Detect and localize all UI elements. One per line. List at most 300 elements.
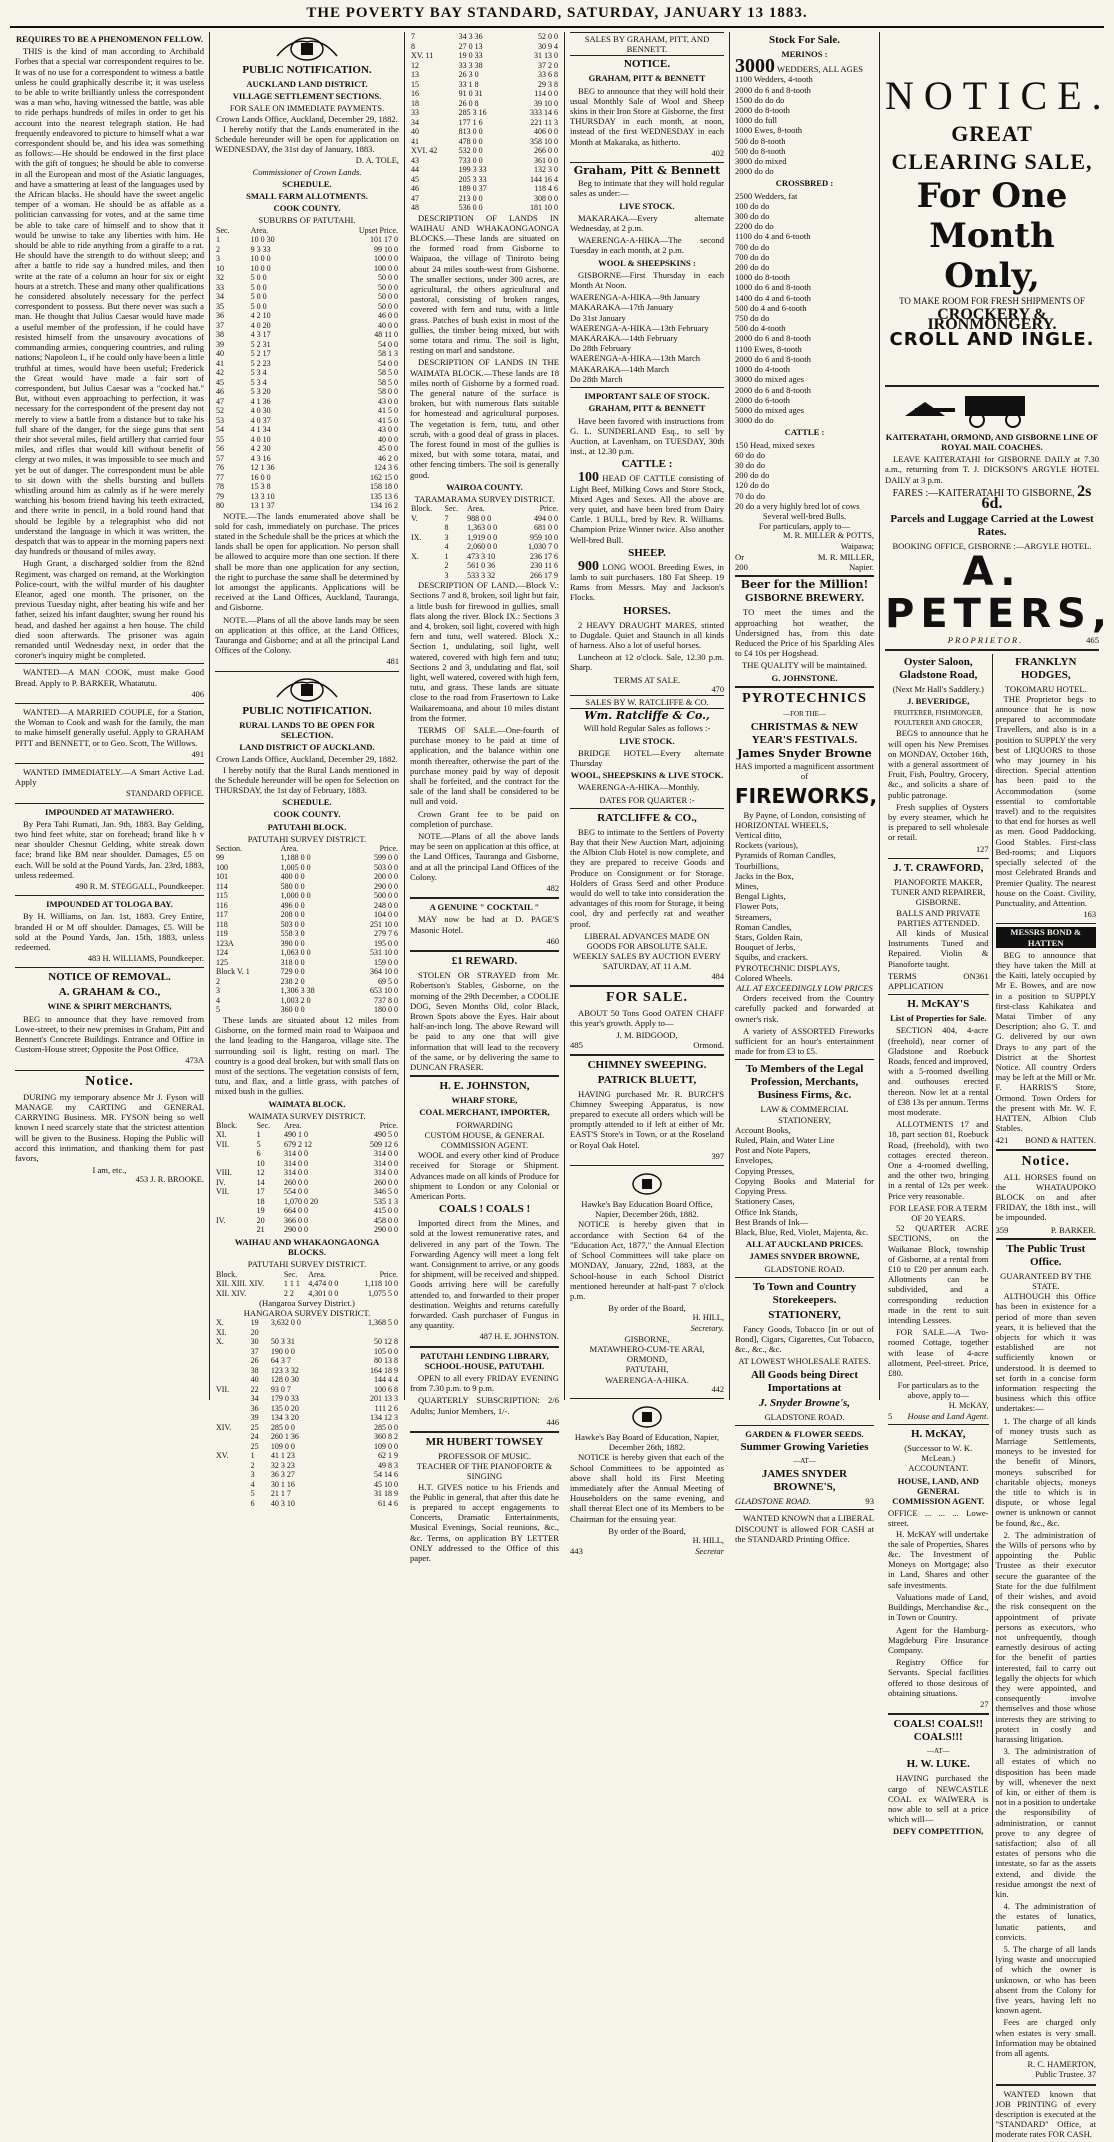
- table-cell: 500 0 0: [374, 891, 398, 901]
- table-row: [215, 1140, 399, 1150]
- wholesale-rates: AT LOWEST WHOLESALE RATES.: [738, 1356, 871, 1367]
- table-cell: 36: [216, 311, 224, 321]
- bond-hatten-footer: [996, 1135, 1097, 1145]
- sale-date-item: WAERENGA-A-HIKA—13th March: [570, 353, 701, 364]
- table-cell: 5 0 0: [250, 301, 267, 311]
- horses-body: 2 HEAVY DRAUGHT MARES, stinted to Dugdale. Quiet and Staunch in all kinds of harness. Also a lot of useful horses.: [570, 619, 724, 650]
- table-row: [215, 1159, 399, 1169]
- discount-notice: WANTED KNOWN that a LIBERAL DISCOUNT is allowed FOR CASH at the STANDARD Printing Office.: [735, 1513, 874, 1544]
- table-row: [215, 387, 399, 397]
- dates-line: DATES FOR QUARTER :-: [599, 794, 695, 805]
- table-cell: 22: [250, 1384, 259, 1394]
- table-cell: 2: [216, 976, 220, 986]
- table-cell: [215, 1404, 250, 1414]
- properties-heading: List of Properties for Sale.: [890, 1013, 987, 1024]
- job-printing-notice: WANTED known that JOB PRINTING of every description is executed at the "STANDARD" Office, at moderate rates FOR CASH.: [995, 2088, 1096, 2140]
- table-cell: 458 0 0: [374, 1215, 398, 1225]
- table-row: [215, 958, 399, 968]
- table-cell: IV.: [216, 1215, 226, 1225]
- table-cell: 180 0 0: [374, 1005, 398, 1015]
- merinos-list: [735, 74, 874, 176]
- clearing-sale-ad: [885, 72, 1112, 350]
- ad-signature: STANDARD OFFICE.: [126, 789, 204, 799]
- removal-body: BEG to announce that they have removed from Lowe-street, to their new premises in Graham, Pitt and Bennett's Concrete Buildings. Entrance and Office in Custom-House street; Opposite the Post Office.: [15, 1013, 204, 1055]
- table-cell: 31 13 0: [534, 51, 558, 60]
- sales-heading: SALES BY GRAHAM, PITT, AND BENNETT.: [570, 32, 724, 56]
- table-cell: 42: [216, 368, 224, 378]
- table-cell: XI.: [216, 1327, 227, 1337]
- table-cell: [215, 1149, 256, 1159]
- trust-heading: The Public Trust Office.: [1006, 1242, 1086, 1268]
- table-cell: IX.: [411, 532, 422, 542]
- clearing-sale-heading: GREAT CLEARING SALE,: [891, 121, 1093, 174]
- table-cell: 4 2 10: [250, 311, 271, 321]
- bulls-line: Several well-bred Bulls.: [762, 510, 847, 521]
- table-row: [215, 1423, 399, 1433]
- trust-item: 1. The charge of all kinds of money trusts such as Marriage Settlements, moneys to be invested for the benefit of Minors, moneys subscribed for charitable objects, moneys the title to which is in dispute, or whose legal owner is unknown or cannot be found, &c., &c.: [995, 1415, 1096, 1528]
- notice-title: NOTICE.: [623, 58, 671, 71]
- table-cell: 1,188 0 0: [280, 853, 311, 863]
- divider: [570, 1054, 724, 1056]
- library-body: OPEN to all every FRIDAY EVENING from 7.30 p.m. to 9 p.m.: [410, 1373, 559, 1394]
- table-cell: 2: [250, 1460, 255, 1470]
- county-heading: WAIROA COUNTY.: [446, 481, 523, 492]
- table-row: [410, 552, 559, 562]
- ad-number: 470: [711, 684, 724, 694]
- table-cell: 5: [216, 1005, 220, 1015]
- coat-of-arms-icon: [215, 675, 399, 703]
- table-cell: 52 0 0: [538, 32, 558, 41]
- ad-number: 361: [975, 970, 989, 981]
- table-cell: 117: [216, 910, 228, 920]
- table-row: [215, 378, 399, 388]
- trustee-title: [996, 2070, 1097, 2080]
- sale-date-item: WAERENGA-A-HIKA—9th January: [570, 292, 701, 303]
- subcolumn-right: [993, 654, 1100, 2142]
- table-cell: 18: [256, 1196, 265, 1206]
- table-cell: 104 0 0: [374, 910, 398, 920]
- table-row: [410, 61, 559, 71]
- table-row: [215, 1489, 399, 1499]
- property-allotments: ALLOTMENTS 17 and 18, part section 81, Roebuck Road, (freehold), with two cottages erected thereon. One a 4-roomed dwelling, and the other two, bringing in a rental of 12s per week. Price very reasonable.: [888, 1119, 989, 1201]
- table-cell: 279 7 6: [374, 929, 398, 939]
- table-row: [410, 184, 559, 194]
- table-cell: 50 12 8: [374, 1337, 398, 1347]
- table-row: [215, 482, 399, 492]
- table-cell: 135 0 20: [270, 1403, 299, 1413]
- table-header: Upset Price.: [358, 225, 398, 235]
- table-cell: 733 0 0: [458, 155, 483, 165]
- ad-number: 443: [570, 1546, 583, 1557]
- festivals-heading: CHRISTMAS & NEW YEAR'S FESTIVALS.: [750, 720, 859, 746]
- firm-intro: Beg to intimate that they will hold regular sales as under:—: [570, 178, 724, 199]
- fireworks-item: Roman Candles,: [735, 921, 792, 932]
- trustee-name: R. C. HAMERTON,: [1027, 2060, 1096, 2070]
- ad-number: 402: [711, 148, 724, 158]
- block-heading: PATUTAHI BLOCK.: [267, 821, 347, 832]
- coat-of-arms-icon: [570, 1402, 724, 1430]
- table-cell: 5 0 0: [250, 292, 267, 302]
- divider: [15, 967, 204, 968]
- table-cell: 361 0 0: [534, 155, 558, 165]
- towsey-teacher: TEACHER OF THE PIANOFORTE & SINGING: [416, 1461, 553, 1482]
- article-body-2: Hugh Grant, a discharged soldier from the 82nd Regiment, was charged on remand, at the Workington Police-court, with the wilful murder of his daughter Eleanor, aged one month. The prisoner, on the previous Tuesday night, after beating his wife and her father, seized his infant daughter, swung her round his head, and dashed her against a hen house. The child died soon afterwards. The prisoner was again remanded until Wednesday next, in order that the coroner's inquiry might be completed.: [15, 558, 204, 661]
- table-cell: X.: [411, 551, 419, 561]
- table-cell: 561 0 36: [467, 561, 496, 571]
- table-row: [215, 977, 399, 987]
- table-cell: [215, 1356, 250, 1366]
- table-cell: 4: [250, 1479, 255, 1489]
- table-cell: 43 0 0: [378, 425, 398, 435]
- table-row: [410, 533, 559, 543]
- table-cell: 93 0 7: [270, 1384, 291, 1394]
- table-cell: 664 0 0: [283, 1206, 308, 1216]
- table-cell: IV.: [216, 1177, 226, 1187]
- stationery-item: Account Books,: [735, 1124, 791, 1135]
- ad-number: 465: [1086, 635, 1099, 646]
- or-label: Or: [735, 551, 745, 562]
- coach-icon: [885, 390, 1099, 430]
- divider: [15, 763, 204, 764]
- rural-heading: RURAL LANDS TO BE OPEN FOR SELECTION.: [239, 719, 375, 740]
- table-row: [410, 108, 559, 118]
- table-cell: 2: [444, 561, 449, 571]
- property-section: SECTION 404, 4-acre (freehold), near corner of Gladstone and Roebuck Roads, fenced and improved, with a 5-roomed dwelling and outhouses erected thereon. Now let at a rental of £38 13s per annum. Terms most moderate.: [888, 1025, 989, 1117]
- table-cell: 43 0 0: [378, 396, 398, 406]
- cottage-body: FOR SALE.—A Two-roomed Cottage, together with lease of 4-acre allotment, Peel-street. Price, £80.: [888, 1327, 989, 1379]
- table-row: [215, 368, 399, 378]
- table-cell: 503 0 0: [374, 862, 398, 872]
- table-row: [215, 435, 399, 445]
- table-row: [215, 245, 399, 255]
- table-cell: 101 17 0: [370, 235, 398, 245]
- table-row: [215, 1206, 399, 1216]
- table-header: Area.: [467, 504, 485, 514]
- beveridge-oysters: Fresh supplies of Oysters by every steamer, which he is prepared to sell wholesale or retail.: [888, 801, 989, 843]
- table-row: [410, 127, 559, 137]
- table-cell: 25: [250, 1441, 259, 1451]
- ad-number: 397: [711, 1151, 724, 1161]
- impounded-signature: 490 R. M. STEGGALL, Poundkeeper.: [75, 882, 204, 892]
- fireworks-item: Mines,: [735, 881, 759, 892]
- table-cell: 3: [444, 532, 449, 542]
- divider: [215, 671, 399, 672]
- table-cell: VII.: [216, 1384, 230, 1394]
- divider: [735, 1425, 874, 1426]
- table-cell: 26 0 8: [458, 98, 479, 108]
- mckay-office: OFFICE ... ... ... Lowe-street.: [888, 1508, 989, 1529]
- table-cell: 37 2 0: [538, 60, 558, 70]
- table-row: [215, 891, 399, 901]
- table-cell: 58 5 0: [378, 368, 398, 378]
- table-cell: 36 3 27: [270, 1470, 295, 1480]
- table-cell: 21: [256, 1225, 265, 1235]
- table-cell: 125: [216, 957, 228, 967]
- table-cell: 2: [216, 244, 220, 254]
- table-cell: 45: [216, 377, 224, 387]
- defy-line: DEFY COMPETITION,: [893, 1826, 984, 1837]
- table-cell: 195 0 0: [374, 938, 398, 948]
- table-cell: 290 0 0: [283, 1225, 308, 1235]
- table-cell: 33 6 8: [538, 70, 558, 79]
- table-row: [410, 194, 559, 204]
- forsale-signature: J. M. BIDGOOD,: [616, 1030, 678, 1041]
- reward-body: STOLEN OR STRAYED from Mr. Robertson's Stables, Gisborne, on the morning of the 29th December, a COOLIE DOG, Seven Months Old, color Black, Brown Spots above the Eyes. Hair about half-an-inch long. The above Reward will be paid to any one that will give information that will lead to the recovery of the same, or by delivering the same to DUNCAN FRASER.: [410, 970, 559, 1072]
- table-cell: 41 5 0: [378, 406, 398, 416]
- crossbred-heading: CROSSBRED :: [775, 178, 834, 189]
- table-cell: 34: [216, 292, 224, 302]
- coals-heading: COALS ! COALS !: [438, 1203, 531, 1216]
- table-cell: 12: [256, 1168, 265, 1178]
- table-row: [215, 910, 399, 920]
- table-cell: 164 18 9: [370, 1365, 398, 1375]
- table-row: [215, 986, 399, 996]
- table-row: [215, 939, 399, 949]
- browne-name: JAMES SNYDER BROWNE,: [749, 1251, 860, 1262]
- terms-line: TERMS AT SALE.: [613, 674, 681, 685]
- table-row: [215, 406, 399, 416]
- crawford-footer: [888, 971, 989, 991]
- table-cell: 390 0 0: [280, 938, 305, 948]
- fireworks-item: Colored Wheels.: [735, 972, 793, 983]
- table-row: [215, 1337, 399, 1347]
- sheep-body: LONG WOOL Breeding Ewes, in lamb to suit purchasers. 180 Fat Sheep. 19 Rams from Messrs. May and Jackson's Flocks.: [570, 561, 724, 603]
- table-row: [410, 571, 559, 581]
- table-cell: 20: [256, 1215, 265, 1225]
- survey-heading: PATUTAHI SURVEY DISTRICT.: [247, 1259, 367, 1270]
- public-notification-title: PUBLIC NOTIFICATION.: [242, 704, 372, 717]
- note-1: NOTE.—The lands enumerated above shall be sold for cash, immediately on purchase. The prices stated in the Schedule shall be the prices at which the lands shall be open for application. No person shall be allowed to acquire more than one section. If there shall be more than one application for any section, the right to purchase the same shall be determined by lot amongst the applicants. Applications will be received at the Land Offices, Auckland, Tauranga, and Gisborne.: [215, 510, 399, 613]
- table-cell: 14: [256, 1177, 265, 1187]
- table-cell: 48 11 0: [374, 330, 398, 340]
- table-row: [215, 872, 399, 882]
- table-cell: 58 0 0: [378, 387, 398, 397]
- bluett-body: HAVING purchased Mr. R. BURCH'S Chimney Sweeping Apparatus, is now prepared to execute all orders which will be promptly attended to if left at either of Mr. EAST'S Store's in Town, or at the Roseland or Royal Oak Hotel.: [570, 1088, 724, 1150]
- stock-item: 1100 Wedders, 4-tooth: [735, 74, 813, 85]
- sale-date-item: MAKARAKA—14th March: [570, 363, 670, 374]
- stationery-item: Copying Books and Material for Copying Press.: [735, 1175, 874, 1197]
- table-row: [410, 175, 559, 185]
- table-cell: 50 0 0: [378, 273, 398, 283]
- table-row: [410, 156, 559, 166]
- mckay-title: House and Land Agent.: [907, 1410, 989, 1421]
- table-cell: 45 10 0: [374, 1479, 398, 1489]
- barker-signature: P. BARKER.: [1050, 1224, 1096, 1235]
- table-cell: 201 13 3: [370, 1394, 398, 1404]
- table-row: [410, 118, 559, 128]
- schools-list: [570, 1334, 724, 1385]
- table-cell: 8: [411, 41, 415, 51]
- hangaroa-table: [215, 1318, 399, 1508]
- table-cell: 6: [250, 1498, 255, 1508]
- beveridge-trade: FRUITERER, FISHMONGER, POULTERER AND GROCER,: [893, 709, 983, 728]
- towsey-title: PROFESSOR OF MUSIC.: [438, 1451, 531, 1462]
- trust-item: 3. The administration of all estates of which no disposition has been made by will, whenever the next of kin, or either of them is not in a position to undertake the responsibility of administration, or cannot prove to any degree of satisfaction; also of all estates of persons who die intestate, so far as the assets extend, and divide the residue amongst the next of kin.: [995, 1746, 1096, 1899]
- table-cell: 251 10 0: [370, 919, 398, 929]
- horses-heading: HORSES.: [623, 604, 671, 617]
- table-row: [215, 948, 399, 958]
- impounded-tologa-body: By H. Williams, on Jan. 1st, 1883. Grey Entire, branded H or M off shoulder. Damages, £5. Will be sold at the Pound Yards, Jan. 15th, 1883, unless redeemed.: [15, 911, 204, 953]
- column-3: [405, 32, 565, 1564]
- survey-heading: PATUTAHI SURVEY DISTRICT.: [247, 833, 367, 844]
- table-cell: 230 11 6: [530, 561, 558, 571]
- cattle-body: HEAD OF CATTLE consisting of Light Beef, Milking Cows and Store Stock, Mixed Ages and Sexes. All the above are very quiet, and have been bred from Dairy Cattle. 1 BULL, bred by Rev. R. Williams. Champion Prize Winner twice. Also another Well-bred Bull.: [570, 473, 724, 545]
- table-cell: 54 0 0: [378, 339, 398, 349]
- table-cell: 25: [250, 1422, 259, 1432]
- table-row: [215, 1149, 399, 1159]
- table-cell: 55: [216, 434, 224, 444]
- table-cell: 599 0 0: [374, 853, 398, 863]
- table-cell: XII. XIII. XIV.: [216, 1279, 265, 1289]
- table-cell: 360 0 0: [280, 1005, 305, 1015]
- table-cell: [215, 1470, 250, 1480]
- ad-number: 491: [191, 749, 204, 759]
- variety-line: A variety of ASSORTED Fireworks sufficient for an hour's entertainment made for from £3 to £5.: [735, 1025, 874, 1057]
- table-cell: XV.: [216, 1451, 229, 1461]
- ad-number: 473A: [185, 1056, 204, 1066]
- apply-line: For particulars, apply to—: [758, 521, 851, 532]
- table-cell: 19: [250, 1318, 259, 1328]
- table-cell: 37: [216, 320, 224, 330]
- stock-item: 2000 do 6 and 8-tooth: [735, 384, 811, 395]
- fireworks-by: By Payne, of London, consisting of: [743, 809, 866, 820]
- fireworks-item: Pyramids of Roman Candles,: [735, 850, 836, 861]
- table-cell: XII. XIV.: [216, 1288, 247, 1298]
- ratcliffe-body: BEG to intimate to the Settlers of Poverty Bay that their New Auction Mart, adjoining the Albion Club Hotel is now complete, and they are prepared to receive Goods and Produce on Consignment or for Storage. Holders of Grass Seed and other Produce would do well to take into consideration the advantages of this room for Storage, it being cool, dry and perfectly rat and weather proof.: [570, 826, 724, 929]
- browne-intro: HAS imported a magnificent assortment of: [735, 761, 874, 782]
- table-cell: 37: [250, 1346, 259, 1356]
- table-cell: 64 3 7: [270, 1356, 291, 1366]
- table-cell: 679 2 12: [283, 1139, 312, 1149]
- table-cell: 208 0 0: [280, 910, 305, 920]
- table-cell: XV. 11: [411, 51, 434, 60]
- divider: [570, 387, 724, 388]
- browne-name: JAMES SNYDER BROWNE'S,: [761, 1468, 848, 1494]
- table-cell: [215, 1375, 250, 1385]
- table-cell: 41 5 0: [378, 415, 398, 425]
- impounded-matawhero-title: IMPOUNDED AT MATAWHERO.: [45, 806, 174, 817]
- stationery-item: Ruled, Plain, and Water Line: [735, 1135, 835, 1146]
- table-cell: 123A: [216, 938, 234, 948]
- section-heading: VILLAGE SETTLEMENT SECTIONS.: [232, 91, 382, 102]
- table-cell: 314 0 0: [374, 1168, 398, 1178]
- table-cell: 13 3 10: [250, 491, 275, 501]
- table-cell: 80: [216, 501, 224, 511]
- table-cell: 91 0 31: [458, 89, 483, 98]
- table-cell: 9 3 33: [250, 244, 271, 254]
- district-heading: AUCKLAND LAND DISTRICT.: [246, 79, 368, 89]
- table-cell: 31 18 9: [374, 1489, 398, 1499]
- stock-item: 1100 Ewes, 8-tooth: [735, 343, 802, 354]
- secretary-name: H. HILL,: [692, 1313, 724, 1323]
- table-cell: 205 3 33: [458, 174, 487, 184]
- luncheon-line: Luncheon at 12 o'clock. Sale, 12.30 p.m. Sharp.: [570, 652, 724, 673]
- livestock-line: BRIDGE HOTEL—Every alternate Thursday: [570, 747, 724, 768]
- table-row: [215, 492, 399, 502]
- table-row: [215, 1225, 399, 1235]
- stock-item: 1100 do 4 and 6-tooth: [735, 231, 811, 242]
- table-header: Sec.: [283, 1269, 298, 1279]
- table-row: [215, 264, 399, 274]
- table-cell: 478 0 0: [458, 136, 483, 146]
- table-cell: 35: [216, 301, 224, 311]
- table-cell: 135 13 6: [370, 491, 398, 501]
- stock-item: 1000 do 8-tooth: [735, 272, 790, 283]
- table-header: Price.: [379, 1269, 398, 1279]
- divider: [996, 2084, 1097, 2086]
- firm-heading: GRAHAM, PITT & BENNETT: [588, 73, 706, 84]
- ad-number: 27: [980, 1699, 989, 1709]
- table-header: Price.: [379, 843, 398, 853]
- table-cell: 6: [256, 1149, 261, 1159]
- table-cell: 238 2 0: [280, 976, 305, 986]
- agent-location: Waipawa;: [840, 541, 874, 551]
- mckay-successor: (Successor to W. K. McLean.): [904, 1443, 973, 1464]
- firm-heading: Wm. Ratcliffe & Co.,: [584, 709, 710, 723]
- table-cell: 100 0 0: [374, 254, 398, 264]
- legal-heading: To Members of the Legal Profession, Merchants, Business Firms, &c.: [745, 1063, 864, 1102]
- table-row: [215, 1499, 399, 1509]
- note-3: These lands are situated about 12 miles from Gisborne, on the formed main road to Waipaoa and the land leading to the Hangaroa, village site. The surrounding soil is light, resting on marl. The country is a good deal broken, but with small flats on most of the sections. The vegetation consists of fern, tutu, and flax, and a little grass, with patches of mixed bush in the gullies.: [215, 1014, 399, 1097]
- trust-item: 4. The administration of the estates of lunatics, lunatic patients, and convicts.: [995, 1901, 1096, 1942]
- table-cell: 3,632 0 0: [270, 1318, 301, 1328]
- table-cell: 7: [444, 513, 449, 523]
- table-cell: 346 5 0: [374, 1187, 398, 1197]
- fireworks-item: Flower Pots,: [735, 901, 779, 912]
- school-item: GISBORNE,: [624, 1333, 670, 1344]
- table-cell: 34: [250, 1394, 259, 1404]
- table-cell: 77: [216, 472, 224, 482]
- table-cell: 7: [411, 32, 415, 41]
- browne-address: GLADSTONE ROAD.: [764, 1263, 845, 1274]
- fireworks-item: Vertical ditto,: [735, 830, 782, 840]
- browne-address: GLADSTONE ROAD.: [764, 1411, 845, 1422]
- sale-date-item: Do 31st January: [570, 312, 626, 323]
- fireworks-list: [735, 820, 874, 983]
- crawford-balls: BALLS AND PRIVATE PARTIES ATTENDED.: [896, 907, 981, 928]
- table-cell: 134 3 20: [270, 1413, 299, 1423]
- ad-number: 37: [1087, 2070, 1096, 2080]
- ad-number: 481: [386, 657, 399, 667]
- table-row: [215, 1480, 399, 1490]
- fares-label: FARES :—KAITERATAHI TO GISBORNE,: [892, 487, 1075, 499]
- table-cell: 366 0 0: [283, 1215, 308, 1225]
- croll-ingle: CROLL AND INGLE.: [889, 328, 1095, 350]
- stock-item: 700 do do: [735, 241, 770, 252]
- table-cell: 46: [411, 184, 419, 193]
- table-cell: 558 3 0: [280, 929, 305, 939]
- table-cell: 1,075 5 0: [368, 1288, 398, 1298]
- table-cell: 54: [216, 425, 224, 435]
- crawford-trade: PIANOFORTE MAKER, TUNER AND REPAIRER, GISBORNE.: [891, 876, 986, 908]
- table-cell: 56: [216, 444, 224, 454]
- table-cell: 15: [411, 79, 419, 89]
- stock-item: 750 do do: [735, 313, 770, 324]
- beveridge-name: J. BEVERIDGE,: [907, 695, 970, 706]
- table-cell: 5 3 4: [250, 368, 267, 378]
- seeds-heading: GARDEN & FLOWER SEEDS.: [745, 1428, 864, 1439]
- table-cell: 5: [250, 1489, 255, 1499]
- mckay-insurance: Agent for the Hamburg-Magdeburg Fire Insurance Company.: [888, 1624, 989, 1655]
- table-row: [215, 501, 399, 511]
- room-line: TO MAKE ROOM FOR FRESH SHIPMENTS OF: [899, 296, 1085, 306]
- table-cell: [410, 561, 444, 571]
- table-cell: 318 0 0: [280, 957, 305, 967]
- table-cell: 109 0 0: [374, 1441, 398, 1451]
- low-prices: ALL AT EXCEEDINGLY LOW PRICES: [736, 983, 873, 994]
- bond-hatten-signature: BOND & HATTEN.: [1025, 1135, 1096, 1146]
- ad-number: 442: [711, 1384, 724, 1394]
